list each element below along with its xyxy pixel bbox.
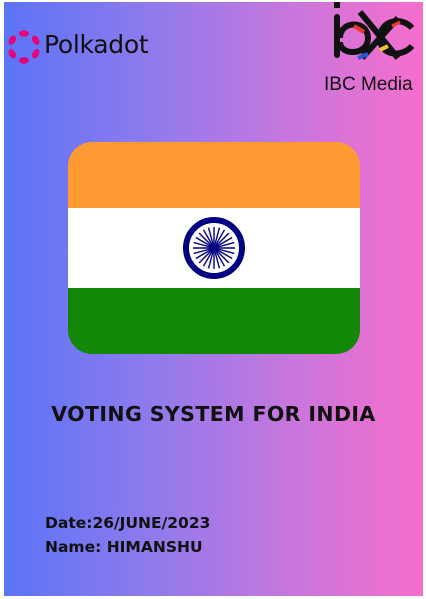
flag-green-band <box>68 288 360 354</box>
details-block <box>45 511 210 559</box>
ibc-media-caption: IBC Media <box>324 74 413 95</box>
cover-page <box>4 2 423 596</box>
polkadot-wordmark: Polkadot <box>44 30 149 59</box>
ibc-media-logo <box>320 2 423 102</box>
polkadot-dots-icon <box>6 29 42 65</box>
india-flag <box>68 142 360 354</box>
flag-saffron-band <box>68 142 360 208</box>
polkadot-logo <box>6 29 176 65</box>
page-title: VOTING SYSTEM FOR INDIA <box>51 402 376 426</box>
name-line: Name: HIMANSHU <box>45 538 203 556</box>
date-line: Date:26/JUNE/2023 <box>45 514 211 532</box>
ibc-mark-icon <box>328 2 418 68</box>
ashoka-chakra-icon <box>182 216 246 280</box>
